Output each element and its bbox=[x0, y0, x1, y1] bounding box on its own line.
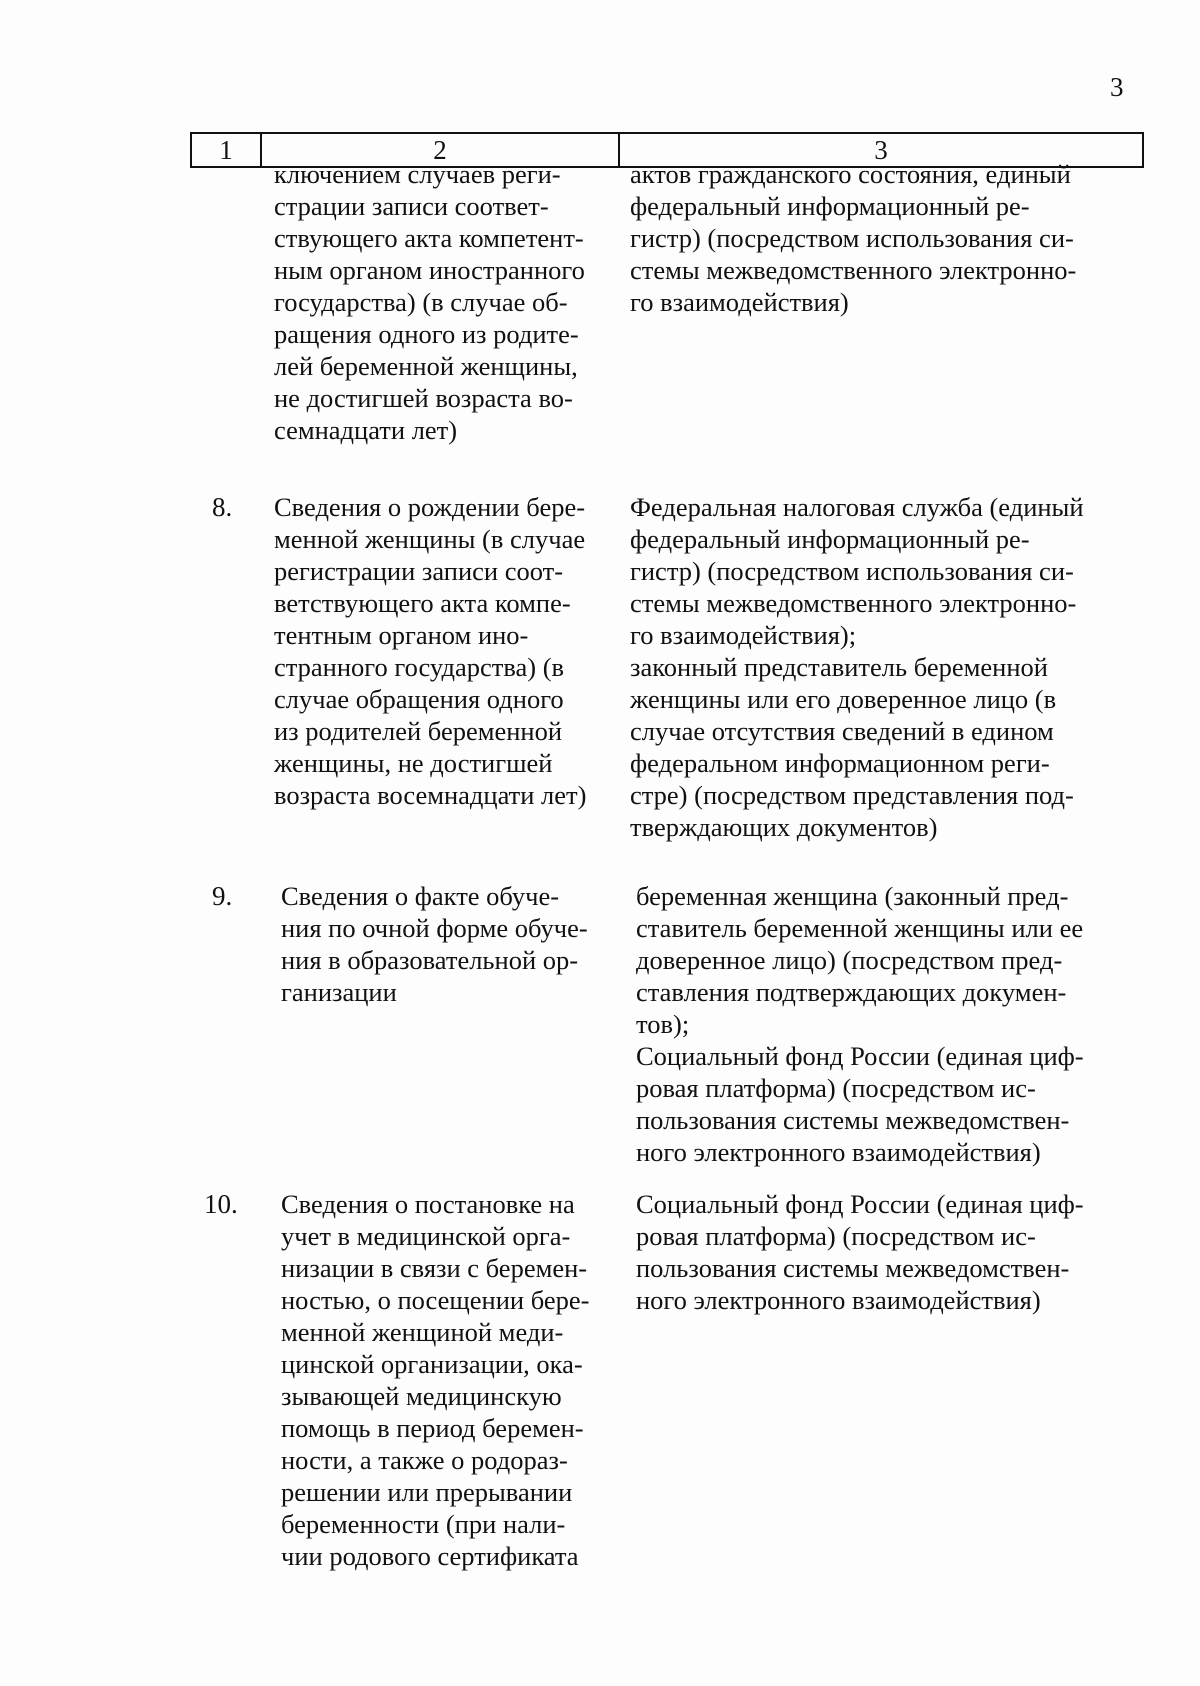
row-10-source: Социальный фонд России (единая циф- ровая платформа) (посредством ис- пользования системы межведомствен- ного электронного взаимодействия) bbox=[636, 1189, 1084, 1315]
row-9-source: беременная женщина (законный пред- ставитель беременной женщины или ее доверенное лицо) (посредством пред- ставления подтверждающих докумен- тов); Социальный фонд России (единая циф- ровая платформа) (посредством ис- пользования системы межведомствен- ного электронного взаимодействия) bbox=[636, 881, 1084, 1167]
row-10-description: Сведения о постановке на учет в медицинской орга- низации в связи с беремен- ностью, о посещении бере- менной женщиной меди- цинской организации, ока- зывающей медицинскую помощь в период беремен- ности, а также о родораз- решении или прерывании беременности (при нали- чии родового сертификата bbox=[281, 1189, 590, 1571]
row-8-number: 8. bbox=[212, 492, 233, 522]
row-9-description: Сведения о факте обуче- ния по очной форме обуче- ния в образовательной ор- ганизации bbox=[281, 881, 588, 1007]
page-number: 3 bbox=[1110, 72, 1124, 102]
row-8-description: Сведения о рождении бере- менной женщины (в случае регистрации записи соот- ветствующего акта компе- тентным органом ино- странного государства) (в случае обращения одного из родителей беременной женщины, не достигшей возраста восемнадцати лет) bbox=[274, 492, 587, 810]
row-10-number: 10. bbox=[204, 1189, 238, 1219]
row-9-number: 9. bbox=[212, 881, 233, 911]
header-col-3: 3 bbox=[874, 135, 888, 165]
row-8-source: Федеральная налоговая служба (единый федеральный информационный ре- гистр) (посредством использования си- стемы межведомственного электронно- го взаимодействия); законный представитель беременной женщины или его доверенное лицо (в случае отсутствия сведений в едином федеральном информационном реги- стре) (посредством представления под- тверждающих документов) bbox=[630, 492, 1084, 842]
row-continuation-description: ключением случаев реги- страции записи соответ- ствующего акта компетент- ным органом иностранного государства) (в случае об- ращения одного из родите- лей беременной женщины, не достигшей возраста во- семнадцати лет) bbox=[274, 159, 585, 445]
header-col-2: 2 bbox=[262, 134, 620, 166]
row-continuation-source: актов гражданского состояния, единый федеральный информационный ре- гистр) (посредством использования си- стемы межведомственного электронно- го взаимодействия) bbox=[630, 159, 1077, 317]
header-col-1: 1 bbox=[192, 134, 262, 166]
